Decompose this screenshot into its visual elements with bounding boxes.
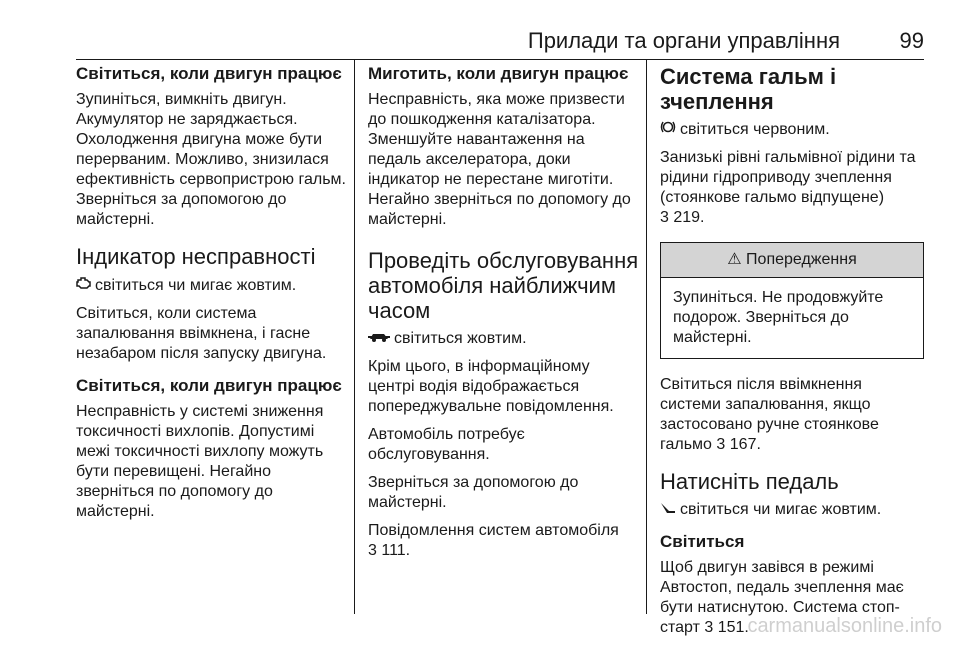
- page-ref-icon: 3: [368, 542, 377, 559]
- column-1: [76, 64, 348, 530]
- service-status: світиться жовтим.: [368, 329, 640, 349]
- page-ref-link[interactable]: 151.: [717, 619, 749, 636]
- page-ref-icon: 3: [704, 619, 714, 636]
- text-service-2: Автомобіль потребує обслуговування.: [368, 426, 525, 463]
- engine-check-icon: [76, 276, 91, 296]
- warning-text: Зупиніться. Не продовжуйте подорож. Зверніться до майстерні.: [673, 289, 884, 346]
- text-brake-desc: Занизькі рівні гальмівної рідини та рідини гідроприводу зчеплення (стоянкове гальмо відпущене) 3 219.: [660, 149, 916, 226]
- page-number: 99: [899, 28, 924, 53]
- text-flashing: Несправність, яка може призвести до пошкодження каталізатора. Зменшуйте навантаження на педаль акселератора, доки індикатор не перестане миготіти. Негайно зверніться по допомогу до майстерні.: [368, 91, 631, 228]
- heading-engine-overheat: Світиться, коли двигун працює: [76, 64, 342, 83]
- warning-header: ⚠ Попередження: [661, 243, 923, 278]
- heading-lit: Світиться: [660, 532, 745, 551]
- pedal-status: світиться чи мигає жовтим.: [660, 500, 924, 520]
- heading-malfunction-indicator: Індикатор несправності: [76, 244, 316, 269]
- page-ref-link[interactable]: 111.: [381, 542, 411, 559]
- column-divider: [646, 60, 647, 614]
- heading-press-pedal: Натисніть педаль: [660, 469, 839, 494]
- pedal-icon: [660, 500, 676, 520]
- text-engine-overheat: Зупиніться, вимкніть двигун. Акумулятор не заряджається. Охолодження двигуна може бути перерваним. Можливо, знизилася ефективність сервопристрою гальм. Зверніться за допомогою до майстерні.: [76, 91, 346, 228]
- page-title: Прилади та органи управління: [527, 28, 840, 53]
- page-ref-link[interactable]: 219.: [673, 209, 705, 226]
- column-2: [368, 64, 640, 569]
- warning-triangle-icon: ⚠: [727, 251, 742, 268]
- page-ref-icon: 3: [660, 209, 669, 226]
- text-brake-after: Світиться після ввімкнення системи запалювання, якщо застосовано ручне стоянкове гальмо 3 167.: [660, 376, 879, 453]
- heading-brake-system: Система гальм і зчеплення: [660, 64, 837, 114]
- brake-circle-icon: [660, 120, 676, 140]
- warning-box: [660, 242, 924, 359]
- column-3: [660, 64, 924, 646]
- heading-engine-running: Світиться, коли двигун працює: [76, 376, 342, 395]
- text-service-4: Повідомлення систем автомобіля 3 111.: [368, 522, 619, 559]
- malfunction-status: світиться чи мигає жовтим.: [76, 276, 348, 296]
- service-car-icon: [368, 329, 390, 349]
- page-header: [0, 24, 960, 60]
- heading-service: Проведіть обслуговування автомобіля найближчим часом: [368, 248, 639, 323]
- text-engine-running: Несправність у системі зниження токсичності вихлопів. Допустимі межі токсичності вихлопу можуть бути перевищені. Негайно зверніться по допомогу до майстерні.: [76, 403, 324, 520]
- text-malfunction-desc: Світиться, коли система запалювання ввімкнена, і гасне незабаром після запуску двигуна.: [76, 305, 327, 362]
- text-service-3: Зверніться за допомогою до майстерні.: [368, 474, 579, 511]
- header-rule: [76, 59, 924, 60]
- page-ref-icon: 3: [716, 436, 726, 453]
- text-service-1: Крім цього, в інформаційному центрі водія відображається попереджувальне повідомлення.: [368, 358, 614, 415]
- text-lit: Щоб двигун завівся в режимі Автостоп, педаль зчеплення має бути натиснутою. Система стоп-старт 3 151.: [660, 559, 904, 636]
- heading-flashing: Миготить, коли двигун працює: [368, 64, 629, 83]
- column-divider: [354, 60, 355, 614]
- brake-status: світиться червоним.: [660, 120, 924, 140]
- page-ref-link[interactable]: 167.: [729, 436, 761, 453]
- watermark: carmanualsonline.info: [747, 615, 942, 637]
